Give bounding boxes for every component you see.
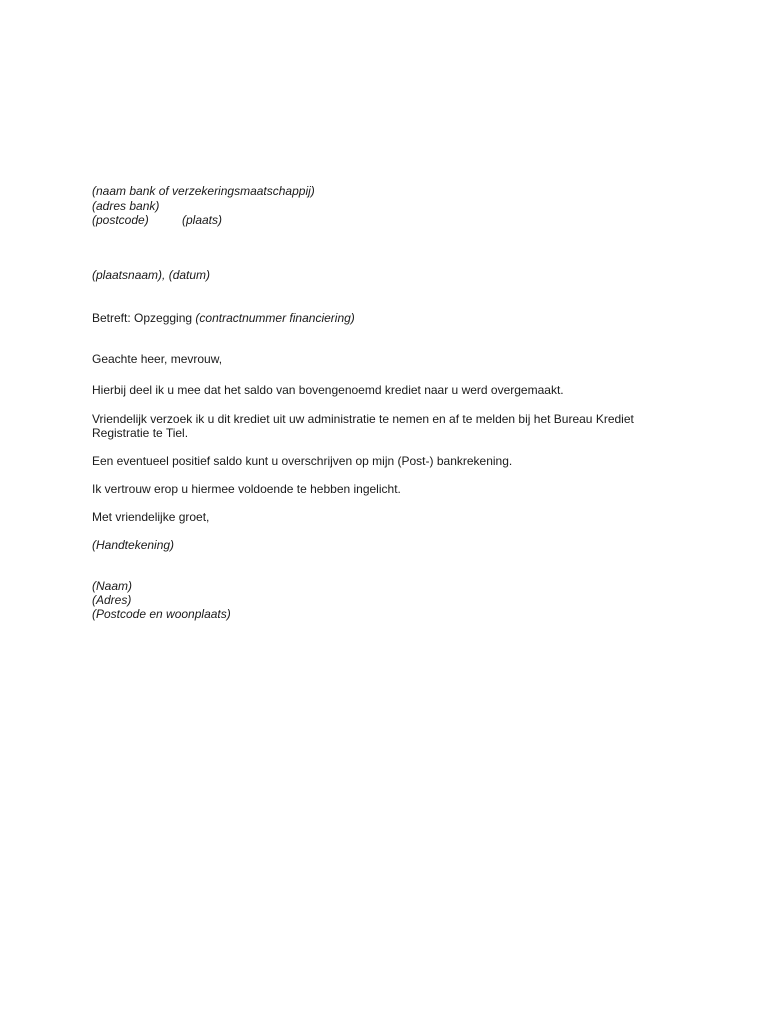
paragraph-2: Vriendelijk verzoek ik u dit krediet uit uw administratie te nemen en af te melden bij het Bureau Krediet Registratie te Tiel. (92, 412, 634, 440)
date-line: (plaatsnaam), (datum) (92, 268, 211, 282)
closing: Met vriendelijke groet, (92, 510, 210, 524)
sender-address: (Adres) (92, 593, 132, 607)
signature-placeholder: (Handtekening) (92, 538, 175, 552)
sender-postcode-city: (Postcode en woonplaats) (92, 607, 231, 621)
paragraph-3: Een eventueel positief saldo kunt u overschrijven op mijn (Post-) bankrekening. (92, 454, 513, 468)
paragraph-1: Hierbij deel ik u mee dat het saldo van bovengenoemd krediet naar u werd overgemaakt. (92, 383, 564, 397)
recipient-name: (naam bank of verzekeringsmaatschappij) (92, 184, 315, 198)
recipient-postcode: (postcode) (92, 213, 149, 227)
paragraph-4: Ik vertrouw erop u hiermee voldoende te hebben ingelicht. (92, 482, 401, 496)
recipient-address: (adres bank) (92, 199, 160, 213)
sender-name: (Naam) (92, 579, 133, 593)
subject-detail: (contractnummer financiering) (195, 311, 355, 325)
recipient-city: (plaats) (182, 213, 223, 227)
salutation: Geachte heer, mevrouw, (92, 352, 223, 366)
subject-line (92, 311, 355, 325)
subject-prefix: Betreft: Opzegging (92, 311, 196, 325)
